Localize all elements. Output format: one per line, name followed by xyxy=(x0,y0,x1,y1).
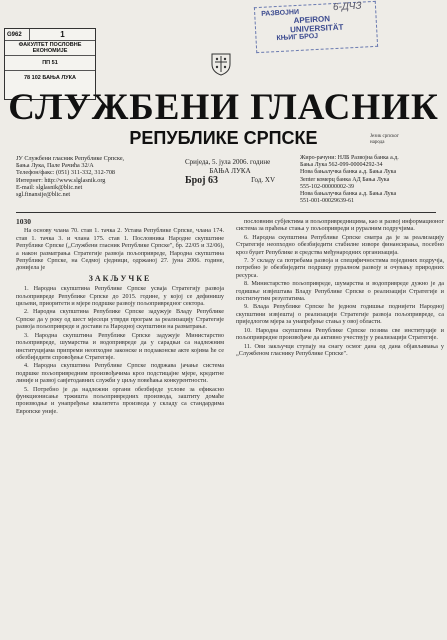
header-divider xyxy=(16,212,436,213)
act-number: 1030 xyxy=(16,218,31,226)
paragraph: 10. Народна скупштина Републике Српске позива све институције и пољопривредне произвођаче да активно учествују у реализацији Стратегије. xyxy=(236,326,444,342)
bank-line: Нова бањалучка банка а.д. Бања Лука xyxy=(300,191,397,198)
preamble: На основу члана 70. став 1. тачка 2. Устава Републике Српске, члана 174. став 1. тачка 3. и члана 175. став 1. Пословника Народне скупштине Републике Српске („Службени гласник Републике Српске", бр. 22/05 и 32/06), а након разматрања Стратегије развоја пољопривреде, Народна скупштина Републике Српске, на Седмој сједници, одржаној 27. јуна 2006. године, донијела је xyxy=(16,227,224,272)
paragraph: 3. Народна скупштина Републике Српске задужује Министарство пољопривреде, шумарства и водопривреде да у сарадњи са надлежним институцијама припреми неопходне законске и подзаконске акте којима ће се обезбиједити спровођење Стратегије. xyxy=(16,331,224,361)
gazette-title: СЛУЖБЕНИ ГЛАСНИК xyxy=(8,87,439,128)
stamp-code: G962 xyxy=(5,29,30,40)
publisher-line: sgl.finansije@blic.net xyxy=(16,191,71,199)
stamp-line1: РАЗВОЈНИ xyxy=(261,8,300,18)
issue-date: Сриједа, 5. јула 2006. године xyxy=(185,158,271,166)
paragraph: 5. Потребно је да надлежни органи обезбиједе услове за ефикасно функционисање тржишта пољопривредних производа, заштиту домаће производње и унапређење квалитета производа у складу са стандардима Европске уније. xyxy=(16,385,224,415)
issue-year: Год. XV xyxy=(251,176,275,184)
paragraph: 6. Народна скупштина Републике Српске сматра да је за реализацију Стратегије неопходно обезбиједити стабилне изворе финансирања, посебно кроз буџет Републике и средства међународних организација. xyxy=(236,233,444,256)
stamp-faculty: ФАКУЛТЕТ ПОСЛОВНЕ ЕКОНОМИЈЕ xyxy=(18,42,82,54)
section-heading: ЗАКЉУЧКЕ xyxy=(88,273,152,283)
language-note: Језик српског народа xyxy=(370,134,399,145)
paragraph: 2. Народна скупштина Републике Српске задужује Владу Републике Српске да у року од шест мјесеци утврди програм за реализацију Стратегије развоја пољопривреде и достави га Народној скупштини на разматрање. xyxy=(16,308,224,331)
stamp-handwritten: 6-ДЧЗ xyxy=(332,0,362,14)
publisher-info xyxy=(16,155,166,198)
bank-line: 551-001-00029639-61 xyxy=(300,198,354,205)
bank-line: Зепter комерц банка АД Бања Лука xyxy=(300,176,390,183)
stamp-line4: КЊИГ БРОЈ xyxy=(276,32,319,43)
bank-line: Нова бањалучка банка а.д. Бања Лука xyxy=(300,169,397,176)
paragraph: 4. Народна скупштина Републике Српске подржава јачање система подршке пољопривредним произвођачима кроз подстицајне мјере, кредитне линије и развој савјетодавних служби у циљу повећања конкурентности. xyxy=(16,362,224,385)
paragraph: 1. Народна скупштина Републике Српске усваја Стратегију развоја пољопривреде Републике Српске до 2015. године, у којој се дефинишу циљеви, приоритети и мјере подршке развоју пољопривредног сектора. xyxy=(16,285,224,308)
publisher-line: Интернет: http://www.slglasnik.org xyxy=(16,176,106,184)
paragraph: 9. Влада Републике Српске ће једном годишње поднијети Народној скупштини извјештај о реализацији Стратегије развоја пољопривреде, са приједлогом мјера за унапређење стања у овој области. xyxy=(236,303,444,326)
gazette-subtitle: РЕПУБЛИКЕ СРПСКЕ xyxy=(129,128,318,148)
bank-line: 555-102-00000002-39 xyxy=(300,183,354,190)
university-stamp xyxy=(254,1,378,53)
publisher-line: E-mail: slglasnik@blic.net xyxy=(16,183,83,191)
stamp-box: ПП 51 xyxy=(42,60,58,66)
stamp-line3: UNIVERSITÄT xyxy=(289,22,344,35)
paragraph: 8. Министарство пољопривреде, шумарства и водопривреде дужно је да годишње извјештава Владу Републике Српске о реализацији Стратегије и постигнутим резултатима. xyxy=(236,280,444,303)
stamp-number: 1 xyxy=(60,30,65,39)
bank-line: Жиро-рачуни: НЛБ Развојна банка а.д. xyxy=(300,155,399,161)
paragraph: 11. Ови закључци ступају на снагу осмог дана од дана објављивања у „Службеном гласнику Републике Српске". xyxy=(236,342,444,357)
right-column xyxy=(236,218,444,638)
bank-line: Бања Лука 562-099-00004292-34 xyxy=(300,162,383,169)
issue-info xyxy=(185,158,275,185)
issue-city: БАЊА ЛУКА xyxy=(209,167,251,175)
coat-of-arms-icon xyxy=(210,52,232,76)
publisher-line: Бања Лука, Пале Рачића 32/А xyxy=(16,162,94,170)
issue-number: Број 63 xyxy=(185,175,219,186)
publisher-line: ЈУ Службени гласник Републике Српске, xyxy=(16,155,125,162)
paragraph: 7. У складу са потребама развоја и специфичностима појединих подручја, потребно је обезбиједити подршку руралном развоју и очувању природних ресурса. xyxy=(236,257,444,279)
stamp-postal: 78 102 БАЊА ЛУКА xyxy=(23,75,77,81)
stamp-line2: APEIRON xyxy=(293,14,331,26)
paragraph: пословним субјектима и пољопривредницима, као и развој информационог система за праћење стања у пољопривреди и руралним подручјима. xyxy=(236,218,444,233)
publisher-line: Телефон/факс: (051) 311-332, 312-708 xyxy=(16,169,116,177)
bank-accounts xyxy=(300,155,445,205)
left-column xyxy=(16,218,224,638)
